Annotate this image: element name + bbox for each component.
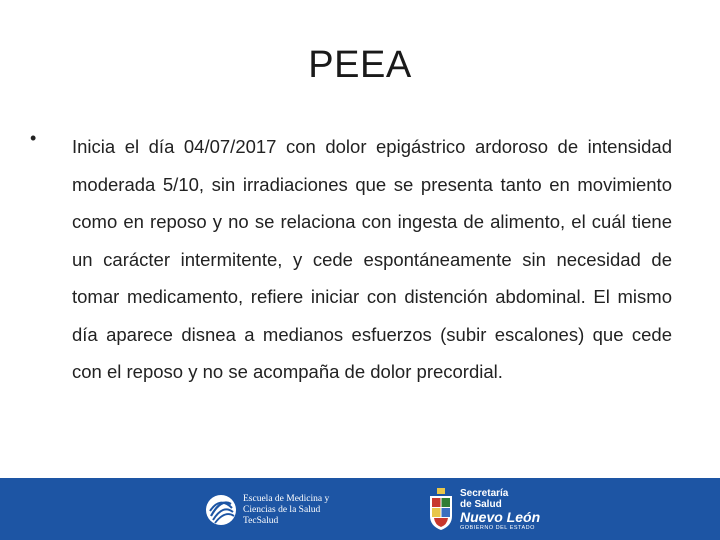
tecsalud-line3: TecSalud	[243, 515, 279, 526]
slide-title: PEEA	[308, 44, 412, 86]
slide-body	[30, 128, 672, 391]
tecsalud-line1: Escuela de Medicina y	[243, 493, 330, 504]
tecsalud-line2: Ciencias de la Salud	[243, 504, 321, 515]
tecsalud-logo-text	[243, 494, 329, 527]
secretaria-line4: GOBIERNO DEL ESTADO	[460, 524, 535, 531]
footer-bar	[0, 478, 720, 540]
bullet-marker: •	[30, 128, 37, 148]
secretaria-line1: Secretaría	[460, 487, 509, 499]
secretaria-salud-logo	[428, 485, 540, 535]
tecsalud-globe-icon	[205, 494, 237, 526]
secretaria-line2: de Salud	[460, 498, 502, 510]
bullet-paragraph: Inicia el día 04/07/2017 con dolor epigástrico ardoroso de intensidad moderada 5/10, sin irradiaciones que se presenta tanto en movimiento como en reposo y no se relaciona con ingesta de alimento, el cuál tiene un carácter intermitente, y cede espontáneamente sin necesidad de tomar medicamento, refiere iniciar con distención abdominal. El mismo día aparece disnea a medianos esfuerzos (subir escalones) que cede con el reposo y no se acompaña de dolor precordial.	[72, 136, 672, 382]
nuevo-leon-crest-icon	[428, 488, 454, 532]
secretaria-logo-text	[460, 489, 540, 532]
secretaria-line3: Nuevo León	[460, 508, 541, 525]
tecsalud-logo	[205, 491, 329, 529]
